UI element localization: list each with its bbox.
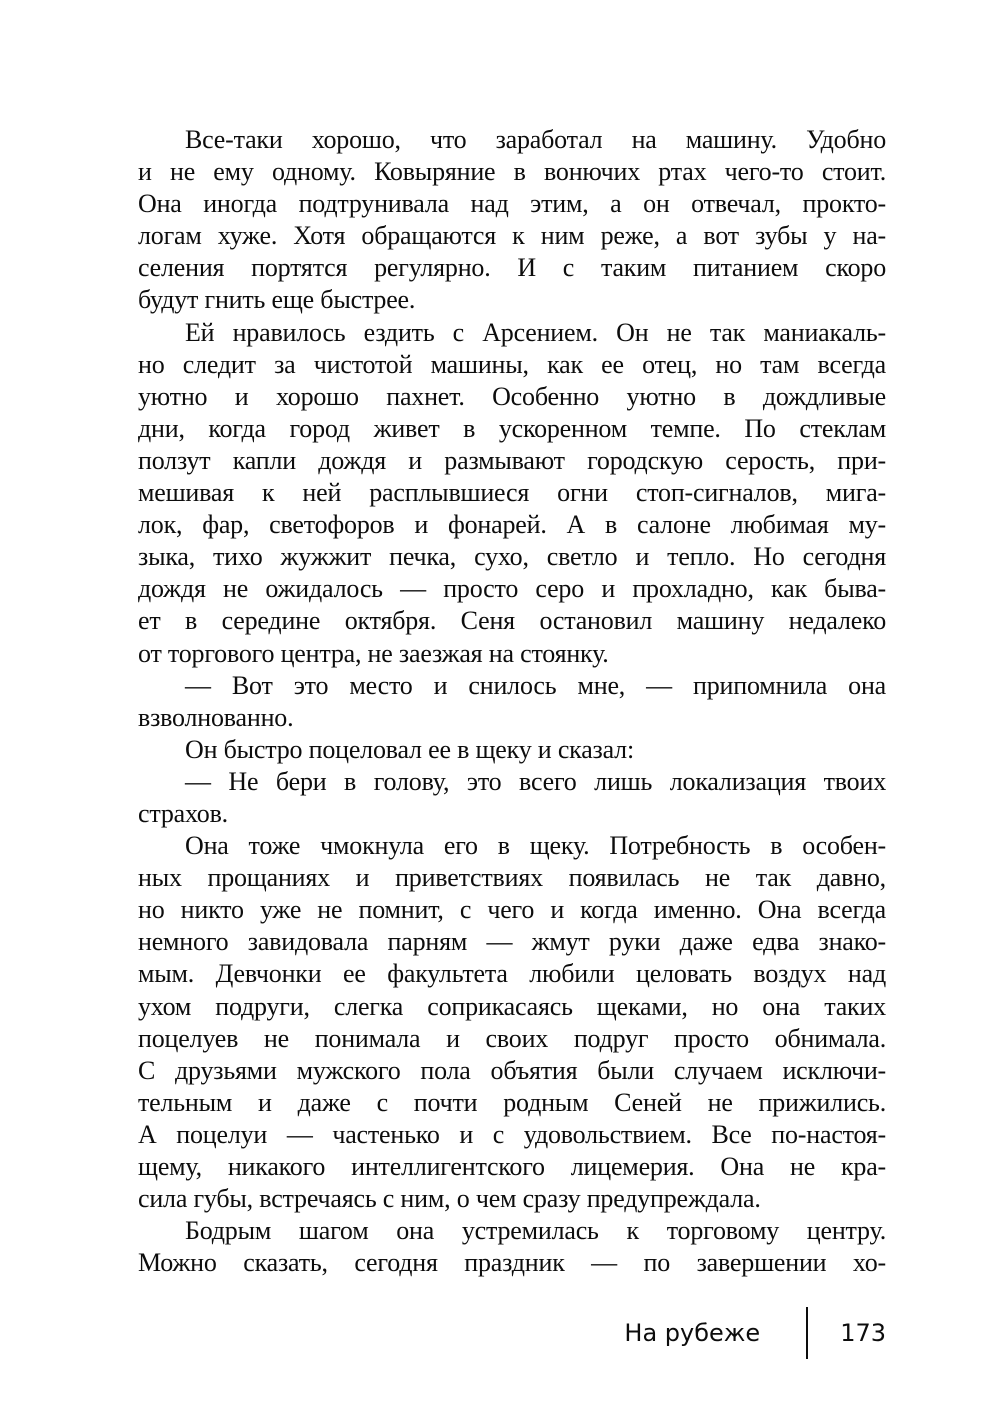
text-line: сила губы, встречаясь с ним, о чем сразу предупреждала. (138, 1184, 761, 1214)
text-line: поцелуев не понимала и своих подруг просто обнимала. (138, 1023, 886, 1053)
running-title: На рубеже (624, 1319, 761, 1347)
text-line: дни, когда город живет в ускоренном темпе. По стеклам (138, 413, 886, 443)
paragraph (138, 317, 886, 670)
paragraph (138, 1215, 886, 1279)
text-line: ползут капли дождя и размывают городскую серость, при- (138, 445, 886, 475)
text-line: ухом подруги, слегка соприкасаясь щеками, но она таких (138, 991, 886, 1021)
footer-divider-rule (806, 1307, 808, 1359)
text-line: Ей нравилось ездить с Арсением. Он не так маниакаль- (185, 317, 886, 347)
text-line: взволнованно. (138, 702, 294, 732)
text-line: дождя не ожидалось — просто серо и прохладно, как быва- (138, 574, 886, 604)
paragraph (138, 830, 886, 1215)
text-line: мым. Девчонки ее факультета любили целовать воздух над (138, 959, 886, 989)
text-line: Все-таки хорошо, что заработал на машину. Удобно (185, 125, 886, 154)
page-number: 173 (840, 1319, 886, 1347)
text-line: А поцелуи — частенько и с удовольствием. Все по-настоя- (138, 1119, 886, 1149)
text-line: немного завидовала парням — жмут руки даже едва знако- (138, 927, 886, 957)
paragraph (138, 670, 886, 734)
text-line: и не ему одному. Ковыряние в вонючих ртах чего-то стоит. (138, 157, 886, 187)
page-footer (138, 1307, 886, 1359)
text-line: будут гнить еще быстрее. (138, 285, 416, 315)
text-line: Бодрым шагом она устремилась к торговому центру. (185, 1216, 886, 1246)
text-line: но никто уже не помнит, с чего и когда именно. Она всегда (138, 895, 886, 925)
text-line: но следит за чистотой машины, как ее отец, но там всегда (138, 349, 886, 379)
paragraph (138, 766, 886, 830)
text-line: Она тоже чмокнула его в щеку. Потребность в особен- (185, 831, 886, 861)
text-line: Она иногда подтрунивала над этим, а он отвечал, прокто- (138, 189, 886, 219)
text-line: щему, никакого интеллигентского лицемерия. Она не кра- (138, 1152, 886, 1181)
paragraph (138, 734, 886, 766)
text-line: мешивая к ней расплывшиеся огни стоп-сигналов, мига- (138, 478, 886, 508)
text-line: ет в середине октября. Сеня остановил машину недалеко (138, 606, 886, 636)
body-text (138, 124, 886, 1279)
text-line: лок, фар, светофоров и фонарей. А в салоне любимая му- (138, 510, 886, 540)
text-line: страхов. (138, 798, 228, 828)
text-line: С друзьями мужского пола объятия были случаем исключи- (138, 1055, 886, 1085)
text-line: уютно и хорошо пахнет. Особенно уютно в дождливые (138, 381, 886, 411)
text-line: зыка, тихо жужжит печка, сухо, светло и тепло. Но сегодня (138, 542, 886, 572)
paragraph (138, 124, 886, 317)
text-line: Можно сказать, сегодня праздник — по завершении хо- (138, 1248, 886, 1278)
text-line: логам хуже. Хотя обращаются к ним реже, а вот зубы у на- (138, 221, 886, 251)
text-line: Он быстро поцеловал ее в щеку и сказал: (185, 734, 634, 764)
text-line: селения портятся регулярно. И с таким питанием скоро (138, 253, 886, 283)
text-line: ных прощаниях и приветствиях появилась не так давно, (138, 863, 886, 893)
text-line: тельным и даже с почти родным Сеней не прижились. (138, 1087, 886, 1117)
text-line: от торгового центра, не заезжая на стоянку. (138, 638, 609, 668)
text-line: — Не бери в голову, это всего лишь локализация твоих (185, 766, 886, 796)
text-line: — Вот это место и снилось мне, — припомнила она (185, 670, 886, 700)
